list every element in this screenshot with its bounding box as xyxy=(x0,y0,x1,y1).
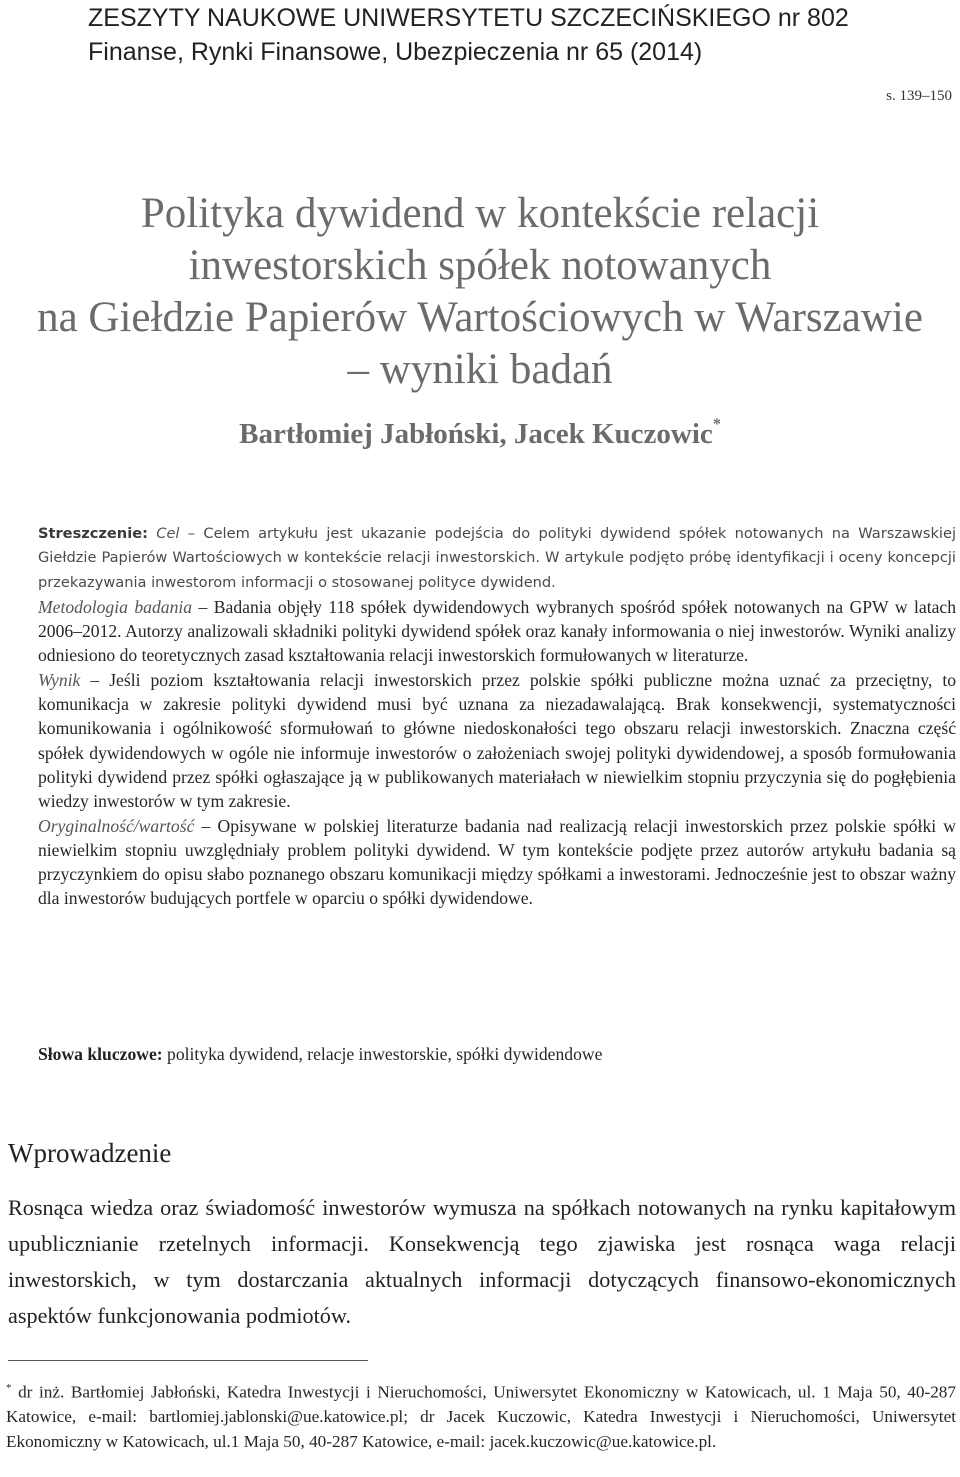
footnote xyxy=(6,1376,956,1454)
wynik-label: Wynik xyxy=(38,669,81,690)
journal-series: Finanse, Rynki Finansowe, Ubezpieczenia nr 65 (2014) xyxy=(88,38,703,66)
journal-name: ZESZYTY NAUKOWE UNIWERSYTETU SZCZECIŃSKIEGO nr 802 xyxy=(88,4,849,32)
abstract-metodologia xyxy=(38,595,956,668)
metodologia-text: – Badania objęły 118 spółek dywidendowych wybranych spośród spółek notowanych na GPW w latach 2006–2012. Autorzy analizowali składniki polityki dywidend spółek oraz kanały informowania o niej inwestorów. Wyniki analizy odniesiono do teoretycznych zasad kształtowania relacji inwestorskich formułowanych w literaturze. xyxy=(38,596,956,666)
abstract-label: Streszczenie: xyxy=(38,525,148,542)
originality-label: Oryginalność/wartość xyxy=(38,815,195,836)
cel-label: Cel xyxy=(156,525,180,542)
footnote-divider xyxy=(8,1360,368,1361)
cel-text: Celem artykułu jest ukazanie podejścia do polityki dywidend spółek notowanych na Warszawskiej Giełdzie Papierów Wartościowych w kontekście relacji inwestorskich. xyxy=(38,525,956,567)
metodologia-label: Metodologia badania xyxy=(38,596,193,617)
keywords-label: Słowa kluczowe: xyxy=(38,1044,163,1064)
title-line: inwestorskich spółek notowanych xyxy=(188,242,772,289)
author-names: Bartłomiej Jabłoński, Jacek Kuczowic xyxy=(239,418,713,450)
section-heading: Wprowadzenie xyxy=(8,1138,172,1168)
title-line: Polityka dywidend w kontekście relacji xyxy=(140,190,820,237)
title-line: na Giełdzie Papierów Wartościowych w Warszawie xyxy=(37,294,923,341)
footnote-marker: * xyxy=(712,416,721,433)
wynik-text: – Jeśli poziom kształtowania relacji inwestorskich przez polskie spółki publiczne można uznać za przeciętny, to komunikacja w zakresie polityki dywidend musi być uznana za niezadawalającą. Brak konsekwencji, systematyczności komunikowania i ogólnikowość sformułowań to główne niedoskonałości tego obszaru relacji inwestorskich. Znaczna część spółek dywidendowych w ogóle nie informuje inwestorów o założeniach swojej polityki dywidendowej, a sposób formułowania polityki dywidend przez spółki ogłaszające ją w publikowanych materiałach w niewielkim stopniu przyczynia się do pogłębienia wiedzy inwestorów w tym zakresie. xyxy=(38,669,956,812)
intro-paragraph: Rosnąca wiedza oraz świadomość inwestorów wymusza na spółkach notowanych na rynku kapitałowym upublicznianie rzetelnych informacji. Konsekwencją tego zjawiska jest rosnąca waga relacji inwestorskich, w tym dostarczania aktualnych informacji dotyczących finansowo-ekonomicznych aspektów funkcjonowania podmiotów. xyxy=(8,1195,956,1328)
page-range: s. 139–150 xyxy=(886,88,952,104)
abstract xyxy=(38,522,956,911)
article-title xyxy=(0,188,960,396)
title-line: – wyniki badań xyxy=(347,346,613,393)
keywords-text: polityka dywidend, relacje inwestorskie, spółki dywidendowe xyxy=(162,1044,603,1064)
abstract-wynik xyxy=(38,668,956,814)
cel-text-cont: W artykule podjęto próbę identyfikacji i oceny koncepcji przekazywania inwestorom informacji o stosowanej polityce dywidend. xyxy=(38,549,956,591)
footnote-marker: * xyxy=(6,1382,12,1394)
keywords xyxy=(38,1044,602,1065)
article-authors xyxy=(0,418,960,451)
cel-separator: – xyxy=(179,525,204,542)
footnote-text: dr inż. Bartłomiej Jabłoński, Katedra Inwestycji i Nieruchomości, Uniwersytet Ekonomiczny w Katowicach, ul. 1 Maja 50, 40-287 Katowice, e-mail: bartlomiej.jablonski@ue.katowice.pl; dr Jacek Kuczowic, Katedra Inwestycji i Nieruchomości, Uniwersytet Ekonomiczny w Katowicach, ul.1 Maja 50, 40-287 Katowice, e-mail: jacek.kuczowic@ue.katowice.pl. xyxy=(6,1382,956,1451)
abstract-originality xyxy=(38,814,956,911)
abstract-cel xyxy=(38,522,956,595)
originality-text: – Opisywane w polskiej literaturze badania nad realizacją relacji inwestorskich przez polskie spółki w niewielkim stopniu uwzględniały problem polityki dywidend. W tym kontekście podjęte przez autorów artykułu badania są przyczynkiem do opisu słabo poznanego obszaru komunikacji między spółkami a inwestorami. Jednocześnie jest to obszar ważny dla inwestorów budujących portfele w oparciu o spółki dywidendowe. xyxy=(38,815,956,909)
